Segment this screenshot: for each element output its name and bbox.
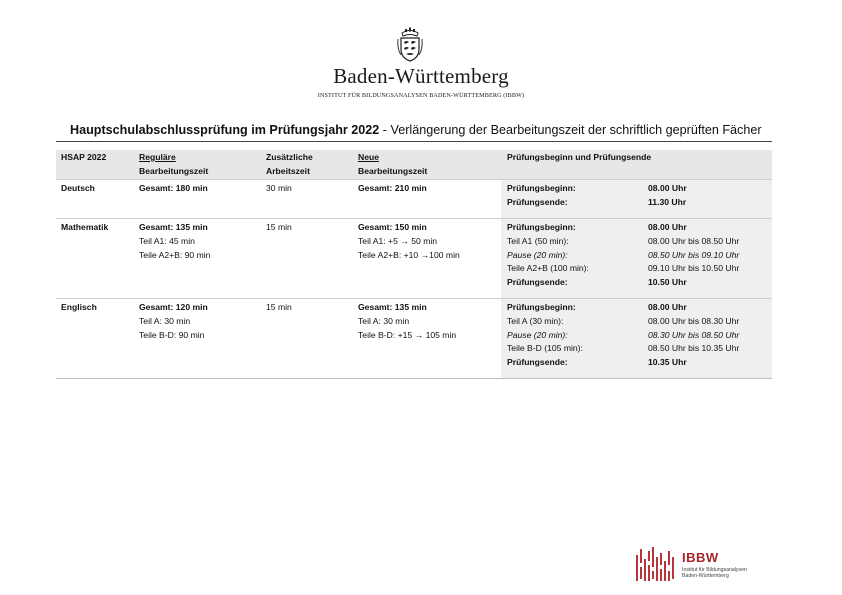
ibbw-logo-text: IBBW (682, 550, 719, 565)
regular-time-cell: Gesamt: 120 min Teil A: 30 min Teile B-D: 90 min (139, 299, 266, 379)
table-row (56, 299, 772, 379)
extra-time-cell: 30 min (266, 180, 358, 219)
subject-cell: Englisch (56, 299, 139, 379)
ibbw-logo-bars-icon (636, 547, 678, 583)
subject-cell: Deutsch (56, 180, 139, 219)
exam-schedule-cell: Prüfungsbeginn: 08.00 Uhr Prüfungsende: 11.30 Uhr (501, 180, 772, 219)
ibbw-logo-subtitle: Institut für Bildungsanalysen Baden-Württemberg (682, 567, 747, 580)
new-time-cell: Gesamt: 135 min Teil A: 30 min Teile B-D: +15 → 105 min (358, 299, 501, 379)
header-new-time: Neue Bearbeitungszeit (358, 150, 501, 180)
table-row (56, 180, 772, 219)
document-title-rest: - Verlängerung der Bearbeitungszeit der schriftlich geprüften Fächer (379, 123, 762, 137)
subject-cell: Mathematik (56, 219, 139, 299)
ibbw-logo (636, 547, 766, 583)
exam-time-table (56, 150, 772, 379)
header-regular-time: Reguläre Bearbeitungszeit (139, 150, 266, 180)
table-row (56, 219, 772, 299)
institute-name: INSTITUT FÜR BILDUNGSANALYSEN BADEN-WÜRTTEMBERG (IBBW) (317, 92, 525, 99)
extra-time-cell: 15 min (266, 299, 358, 379)
new-time-cell: Gesamt: 150 min Teil A1: +5 → 50 min Teile A2+B: +10 →100 min (358, 219, 501, 299)
header-hsap: HSAP 2022 (56, 150, 139, 180)
document-title-bold: Hauptschulabschlussprüfung im Prüfungsjahr 2022 (70, 123, 380, 137)
extra-time-cell: 15 min (266, 219, 358, 299)
table-header-row (56, 150, 772, 180)
exam-schedule-cell: Prüfungsbeginn: 08.00 Uhr Teil A (30 min): 08.00 Uhr bis 08.30 Uhr Pause (20 min): 08.30 Uhr bis 08.50 Uhr Teile B-D (105 min): 08.50 Uhr bis 10.35 Uhr Prüfungsende: 10.35 Uhr (501, 299, 772, 379)
exam-schedule-cell: Prüfungsbeginn: 08.00 Uhr Teil A1 (50 min): 08.00 Uhr bis 08.50 Uhr Pause (20 min): 08.50 Uhr bis 09.10 Uhr Teile A2+B (100 min): 09.10 Uhr bis 10.50 Uhr Prüfungsende: 10.50 Uhr (501, 219, 772, 299)
coat-of-arms-icon (396, 27, 424, 63)
header-extra-time: Zusätzliche Arbeitszeit (266, 150, 358, 180)
new-time-cell: Gesamt: 210 min (358, 180, 501, 219)
header-exam-schedule: Prüfungsbeginn und Prüfungsende (501, 150, 772, 180)
document-title (70, 123, 762, 137)
regular-time-cell: Gesamt: 180 min (139, 180, 266, 219)
regular-time-cell: Gesamt: 135 min Teil A1: 45 min Teile A2+B: 90 min (139, 219, 266, 299)
title-divider (56, 141, 772, 142)
state-name: Baden-Württemberg (333, 64, 509, 88)
